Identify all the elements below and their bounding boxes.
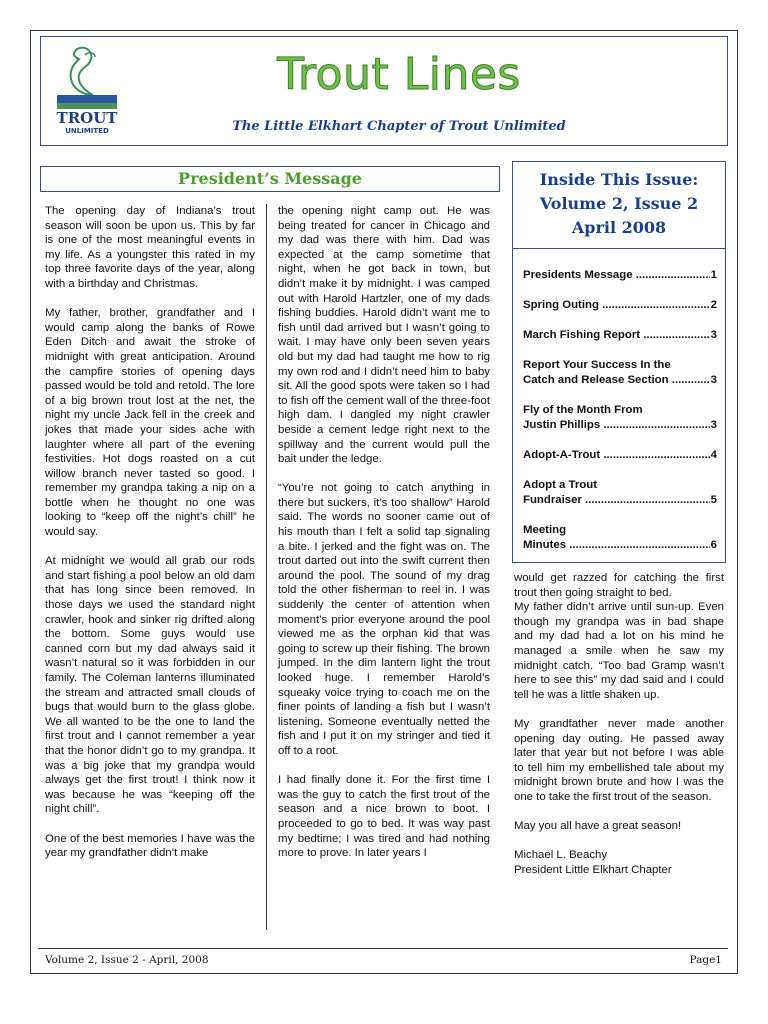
- paragraph: the opening night camp out. He was being treated for cancer in Chicago and my dad was there with him. Dad was expected at the camp sometime that night, when he got back in town, but didn’t make it by midnight. I was camped out with Harold Hartzler, one of my dads fishing buddies. Harold didn’t want me to fish until dad arrived but I wasn’t going to wait. I may have only been seven years old but my dad had taught me how to rig my own rod and I didn’t need him to baby sit. All the good spots were taken so I had to fish off the cement wall of the three-foot high dam. I dangled my night crawler beside a cement ledge right next to the spillway and the current would pull the bait under the ledge.: [278, 205, 490, 466]
- toc-item[interactable]: [523, 298, 717, 313]
- toc-page: 6: [710, 539, 717, 551]
- toc-page: 5: [710, 494, 717, 506]
- paragraph: The opening day of Indiana’s trout season will soon be upon us. This by far is one of the most meaningful events in my life. As a youngster this rated in my top three favorite days of the year, along with a birthday and Christmas.: [45, 205, 255, 290]
- inside-title-line2: Volume 2, Issue 2: [539, 194, 699, 213]
- toc-page: 1: [710, 269, 717, 281]
- inside-rule: [513, 248, 725, 249]
- toc-label: Report Your Success In the: [523, 359, 671, 371]
- toc-label: March Fishing Report .....: [523, 328, 710, 343]
- toc-label: Catch and Release Section .....: [523, 373, 710, 388]
- toc-label: Meeting: [523, 524, 567, 536]
- toc-page: 3: [710, 329, 717, 341]
- article-column-1: [45, 204, 255, 875]
- toc-label: Fundraiser .....: [523, 493, 710, 508]
- toc-page: 3: [710, 374, 717, 386]
- toc-page: 3: [710, 419, 717, 431]
- paragraph: would get razzed for catching the first trout then going straight to bed.: [514, 572, 724, 599]
- table-of-contents: [513, 268, 717, 553]
- inside-title: [513, 168, 725, 240]
- inside-title-line1: Inside This Issue:: [539, 170, 699, 189]
- toc-item[interactable]: [523, 523, 717, 553]
- logo-text: TROUT: [56, 109, 118, 127]
- paragraph: I had finally done it. For the first time I was the guy to catch the first trout of the season and a nice brown to boot. I proceeded to go to bed. It was way past my bedtime; I was tired and had nothing more to prove. In later years I: [278, 774, 490, 860]
- toc-item[interactable]: [523, 478, 717, 508]
- toc-page: 4: [710, 449, 717, 461]
- column-divider: [266, 204, 267, 930]
- article-column-2: [278, 204, 490, 875]
- paragraph: “You’re not going to catch anything in there but suckers, it’s too shallow” Harold said. The words no sooner came out of his mouth than I felt a solid tap signaling a bite. I jerked and the fight was on. The trout darted out into the swift current then around the pool. The sound of my drag told the other fisherman to reel in. I was suddenly the center of attention when moment’s prior everyone around the pool viewed me as the orphan kid that was going to screw up their fishing. The brown jumped. In the dim lantern light the trout looked huge. I remember Harold’s squeaky voice trying to coach me on the finer points of landing a fish but I wasn’t listening. Someone eventually netted the fish and I put it on my stringer and tied it off to a root.: [278, 482, 490, 757]
- toc-label: Spring Outing .....: [523, 298, 710, 313]
- footer-issue: Volume 2, Issue 2 - April, 2008: [45, 954, 209, 966]
- article-column-3: [514, 571, 724, 877]
- paragraph: May you all have a great season!: [514, 820, 682, 833]
- toc-label: Adopt-A-Trout .....: [523, 448, 710, 463]
- paragraph: At midnight we would all grab our rods and start fishing a pool below an old dam that has long since been removed. In those days we used the standard night crawler, hook and sinker rig drifted along the bottom. Some guys would use canned corn but my dad always said it wasn’t natural so it was forbidden in our family. The Coleman lanterns illuminated the stream and attracted small clouds of bugs that would burn to the glass globe. We all wanted to be the one to land the first trout and I cannot remember a year that the honor didn’t go to my grandpa. It was a big joke that my grandpa would always get the first trout! I think now it was because he was “keeping off the night chill”.: [45, 555, 255, 816]
- toc-item[interactable]: [523, 328, 717, 343]
- logo-subtext: UNLIMITED: [65, 127, 109, 135]
- paragraph: My father didn’t arrive until sun-up. Even though my grandpa was in bad shape and my dad had a lot on his mind he managed a smile when he saw my midnight catch. “Too bad Gramp wasn’t here to see this” my dad said and I could tell he was a little shaken up.: [514, 601, 724, 701]
- toc-item[interactable]: [523, 448, 717, 463]
- newsletter-subtitle: The Little Elkhart Chapter of Trout Unlimited: [232, 119, 566, 134]
- signature-title: President Little Elkhart Chapter: [514, 863, 672, 876]
- signature-name: Michael L. Beachy: [514, 849, 608, 862]
- toc-item[interactable]: [523, 403, 717, 433]
- inside-this-issue-box: [512, 161, 726, 563]
- newsletter-title: Trout Lines: [277, 49, 521, 100]
- presidents-message-heading: President’s Message: [40, 166, 500, 192]
- masthead: [40, 36, 728, 146]
- toc-label: Fly of the Month From: [523, 404, 643, 416]
- footer-page-number: Page1: [689, 954, 722, 966]
- toc-item[interactable]: [523, 268, 717, 283]
- inside-title-line3: April 2008: [571, 218, 667, 237]
- toc-label: Presidents Message .....: [523, 268, 710, 283]
- paragraph: One of the best memories I have was the year my grandfather didn’t make: [45, 832, 255, 860]
- paragraph: My father, brother, grandfather and I would camp along the banks of Rowe Eden Ditch and await the stroke of midnight with great anticipation. Around the campfire stories of opening days passed would be told and retold. The lore of a big brown trout lost at the net, the night my uncle Jack fell in the creek and jokes that made your sides ache with laughter where all part of the evening festivities. Hot dogs roasted on a cut willow branch never tasted so good. I remember my grandpa taking a nip on a bottle when he thought no one was looking to “keep off the night’s chill” he would say.: [45, 307, 255, 539]
- paragraph: My grandfather never made another opening day outing. He passed away later that year but not before I was able to tell him my embellished tale about my midnight brown brute and how I was the one to take the first trout of the season.: [514, 717, 724, 803]
- toc-page: 2: [710, 299, 717, 311]
- toc-label: Minutes .....: [523, 538, 710, 553]
- toc-label: Justin Phillips .....: [523, 418, 710, 433]
- footer-rule: [38, 948, 728, 949]
- toc-label: Adopt a Trout: [523, 479, 598, 491]
- toc-item[interactable]: [523, 358, 717, 388]
